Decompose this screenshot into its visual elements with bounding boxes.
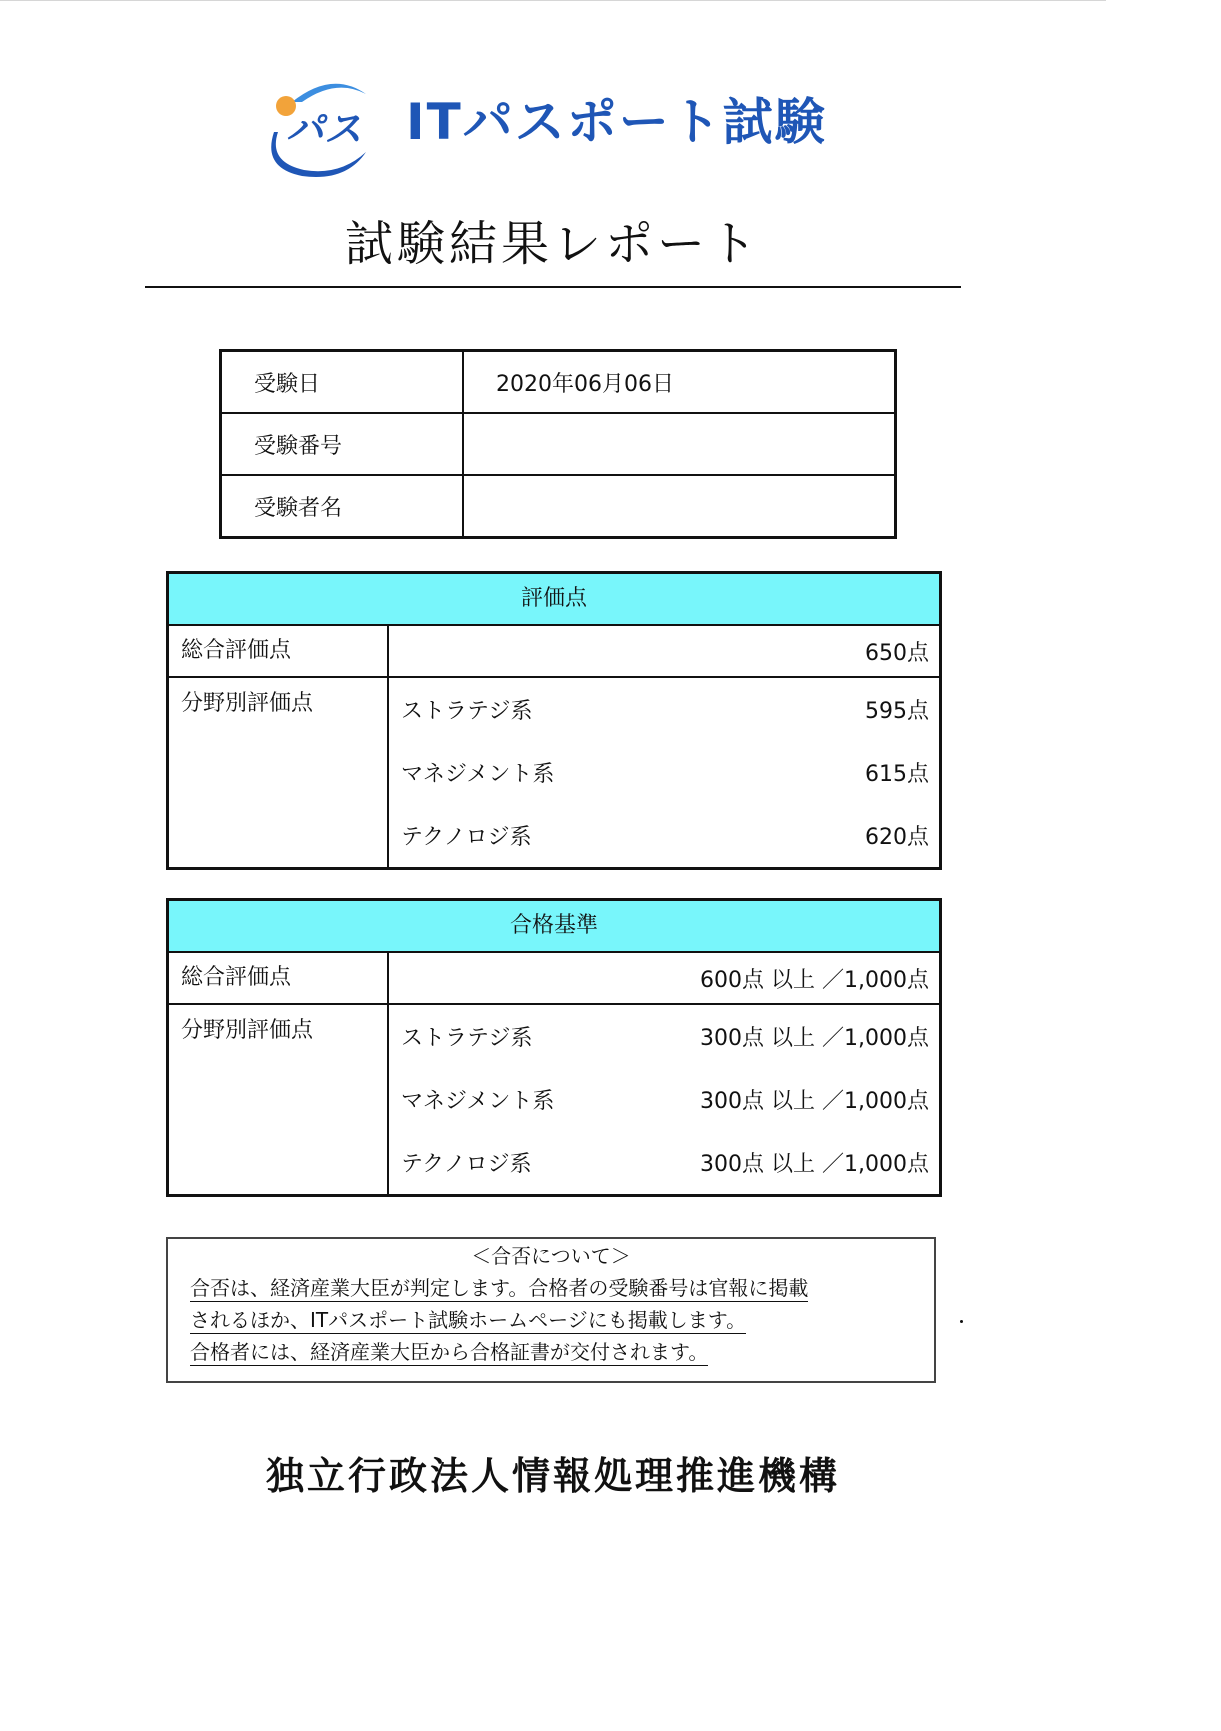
criteria-total-row <box>169 953 939 1003</box>
field-criterion: 300点 以上 ／1,000点 <box>700 1089 929 1114</box>
note-line: されるほか、ITパスポート試験ホームページにも掲載します。 <box>190 1308 747 1332</box>
it-passport-logo <box>262 72 832 182</box>
list-item <box>389 678 939 741</box>
info-row-number <box>221 413 896 475</box>
candidate-name-value <box>463 475 896 538</box>
criteria-fields-row <box>169 1003 939 1194</box>
criteria-box <box>166 898 942 1197</box>
field-criterion: 300点 以上 ／1,000点 <box>700 1026 929 1051</box>
pass-logo-icon <box>262 72 374 180</box>
list-item <box>389 1068 939 1131</box>
list-item <box>389 804 939 867</box>
note-line: 合格者には、経済産業大臣から合格証書が交付されます。 <box>190 1340 709 1364</box>
scores-total-row <box>169 626 939 676</box>
exam-date-label: 受験日 <box>221 351 464 414</box>
field-name: ストラテジ系 <box>401 1026 533 1051</box>
candidate-name-label: 受験者名 <box>221 475 464 538</box>
field-name: マネジメント系 <box>401 1089 555 1114</box>
svg-text:パス: パス <box>286 107 363 151</box>
stray-dot <box>960 1320 963 1323</box>
exam-number-label: 受験番号 <box>221 413 464 475</box>
criteria-total-value: 600点 以上 ／1,000点 <box>700 967 929 993</box>
scores-box <box>166 571 942 870</box>
info-row-name <box>221 475 896 538</box>
list-item <box>389 1131 939 1194</box>
scores-total-value: 650点 <box>865 640 929 666</box>
field-score: 615点 <box>865 762 929 787</box>
criteria-header: 合格基準 <box>169 901 939 953</box>
field-name: テクノロジ系 <box>401 1152 532 1177</box>
candidate-info-table <box>219 349 897 539</box>
scores-header: 評価点 <box>169 574 939 626</box>
logo-title: ITパスポート試験 <box>406 93 827 151</box>
criteria-total-label: 総合評価点 <box>169 953 389 1003</box>
criteria-field-label: 分野別評価点 <box>169 1005 389 1194</box>
field-name: ストラテジ系 <box>401 699 533 724</box>
pass-fail-note <box>166 1237 936 1383</box>
note-heading: ＜合否について＞ <box>471 1244 631 1268</box>
exam-date-value: 2020年06月06日 <box>463 351 896 414</box>
report-title: 試験結果レポート <box>344 216 761 272</box>
field-score: 595点 <box>865 699 929 724</box>
scores-total-label: 総合評価点 <box>169 626 389 676</box>
info-row-date <box>221 351 896 414</box>
field-name: マネジメント系 <box>401 762 555 787</box>
field-name: テクノロジ系 <box>401 825 532 850</box>
organization-name: 独立行政法人情報処理推進機構 <box>265 1454 840 1498</box>
note-line: 合否は、経済産業大臣が判定します。合格者の受験番号は官報に掲載 <box>190 1276 809 1300</box>
title-divider <box>145 286 961 288</box>
field-criterion: 300点 以上 ／1,000点 <box>700 1152 929 1177</box>
exam-number-value <box>463 413 896 475</box>
list-item <box>389 1005 939 1068</box>
scores-field-label: 分野別評価点 <box>169 678 389 867</box>
list-item <box>389 741 939 804</box>
field-score: 620点 <box>865 825 929 850</box>
top-border <box>0 0 1106 1</box>
scores-fields-row <box>169 676 939 867</box>
